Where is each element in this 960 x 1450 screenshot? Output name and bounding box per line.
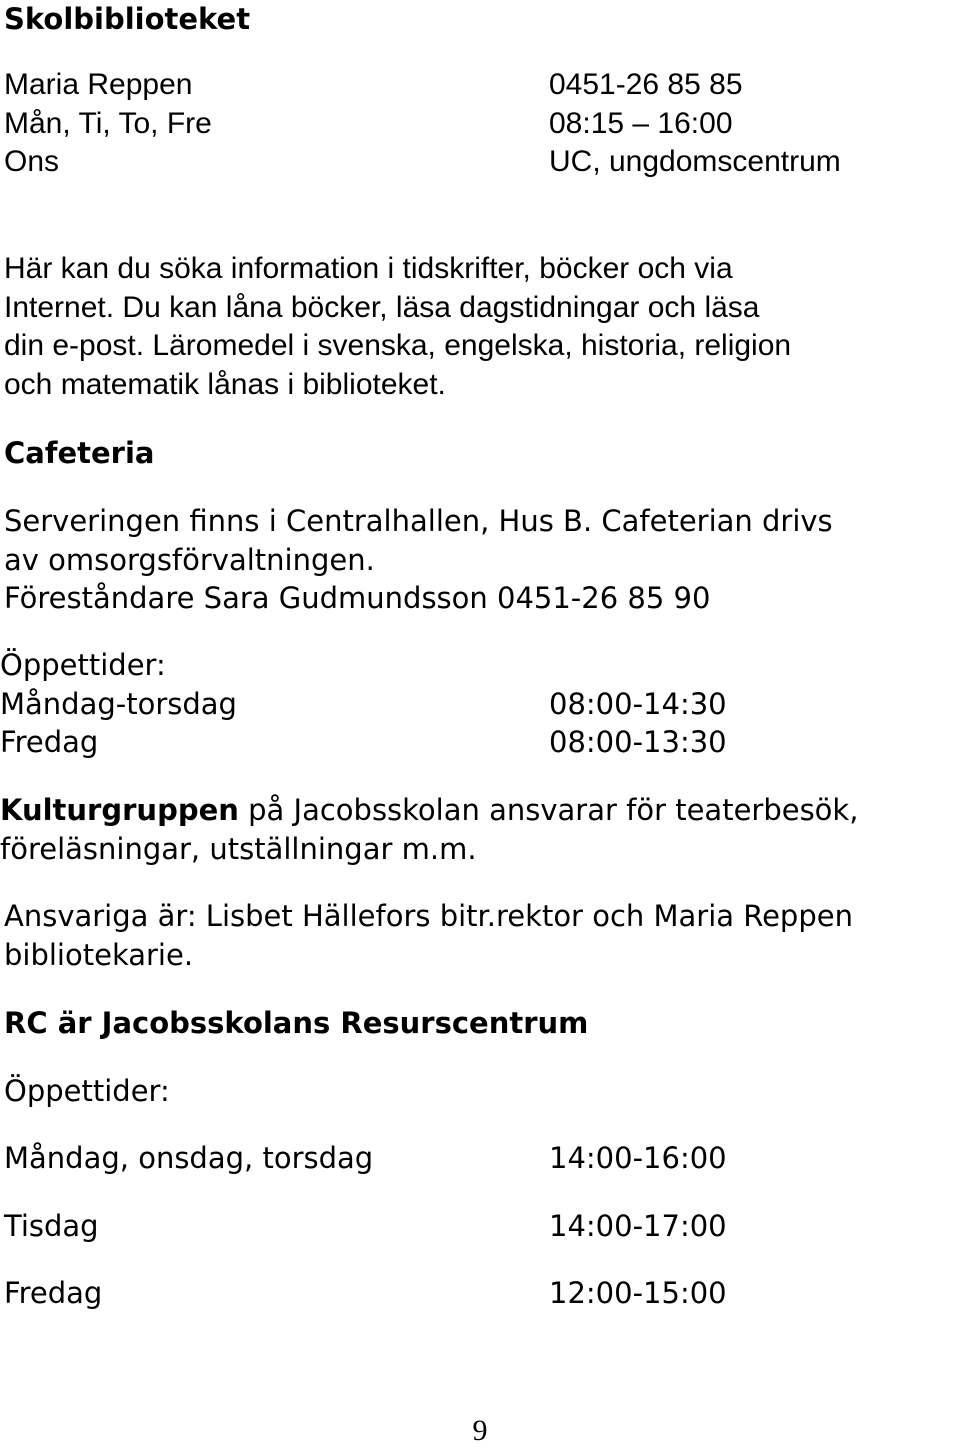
cafeteria-manager-line: Föreståndare Sara Gudmundsson 0451-26 85 90 <box>4 581 711 615</box>
library-days-hours: 08:15 – 16:00 <box>549 107 733 140</box>
library-wednesday-label: Ons <box>4 145 60 178</box>
rc-hours-day: Måndag, onsdag, torsdag <box>4 1141 374 1175</box>
library-description-line: din e-post. Läromedel i svenska, engelska, historia, religion <box>4 329 792 362</box>
rc-hours-time: 14:00-16:00 <box>549 1141 727 1175</box>
culture-paragraph-line <box>0 791 858 829</box>
cafeteria-hours-time: 08:00-14:30 <box>549 687 727 721</box>
page-number: 9 <box>472 1414 488 1447</box>
rc-hours-time: 12:00-15:00 <box>549 1276 727 1310</box>
library-contact-phone: 0451-26 85 85 <box>549 68 743 101</box>
culture-line-rest: på Jacobsskolan ansvarar för teaterbesök, <box>238 793 859 827</box>
library-contact-name: Maria Reppen <box>4 68 193 101</box>
rc-hours-label: Öppettider: <box>4 1074 170 1108</box>
rc-hours-day: Fredag <box>4 1276 103 1310</box>
cafeteria-hours-day: Måndag-torsdag <box>0 687 237 721</box>
library-wednesday-location: UC, ungdomscentrum <box>549 145 841 178</box>
library-description-line: Internet. Du kan låna böcker, läsa dagstidningar och läsa <box>4 291 760 324</box>
library-description-line: Här kan du söka information i tidskrifter, böcker och via <box>4 252 733 285</box>
cafeteria-hours-time: 08:00-13:30 <box>549 725 727 759</box>
rc-title: RC är Jacobsskolans Resurscentrum <box>4 1006 589 1040</box>
library-days-label: Mån, Ti, To, Fre <box>4 107 212 140</box>
rc-hours-time: 14:00-17:00 <box>549 1209 727 1243</box>
culture-responsible-line: bibliotekarie. <box>4 938 194 972</box>
culture-group-name: Kulturgruppen <box>0 793 239 827</box>
cafeteria-text-line: av omsorgsförvaltningen. <box>4 543 375 577</box>
cafeteria-hours-label: Öppettider: <box>0 648 166 682</box>
rc-hours-day: Tisdag <box>4 1209 99 1243</box>
cafeteria-title: Cafeteria <box>4 436 155 470</box>
culture-paragraph-line: föreläsningar, utställningar m.m. <box>0 832 477 866</box>
cafeteria-hours-day: Fredag <box>0 725 99 759</box>
cafeteria-text-line: Serveringen finns i Centralhallen, Hus B. Cafeterian drivs <box>4 504 833 538</box>
library-description-line: och matematik lånas i biblioteket. <box>4 368 446 401</box>
library-title: Skolbiblioteket <box>4 2 251 36</box>
culture-responsible-line: Ansvariga är: Lisbet Hällefors bitr.rektor och Maria Reppen <box>4 899 853 933</box>
